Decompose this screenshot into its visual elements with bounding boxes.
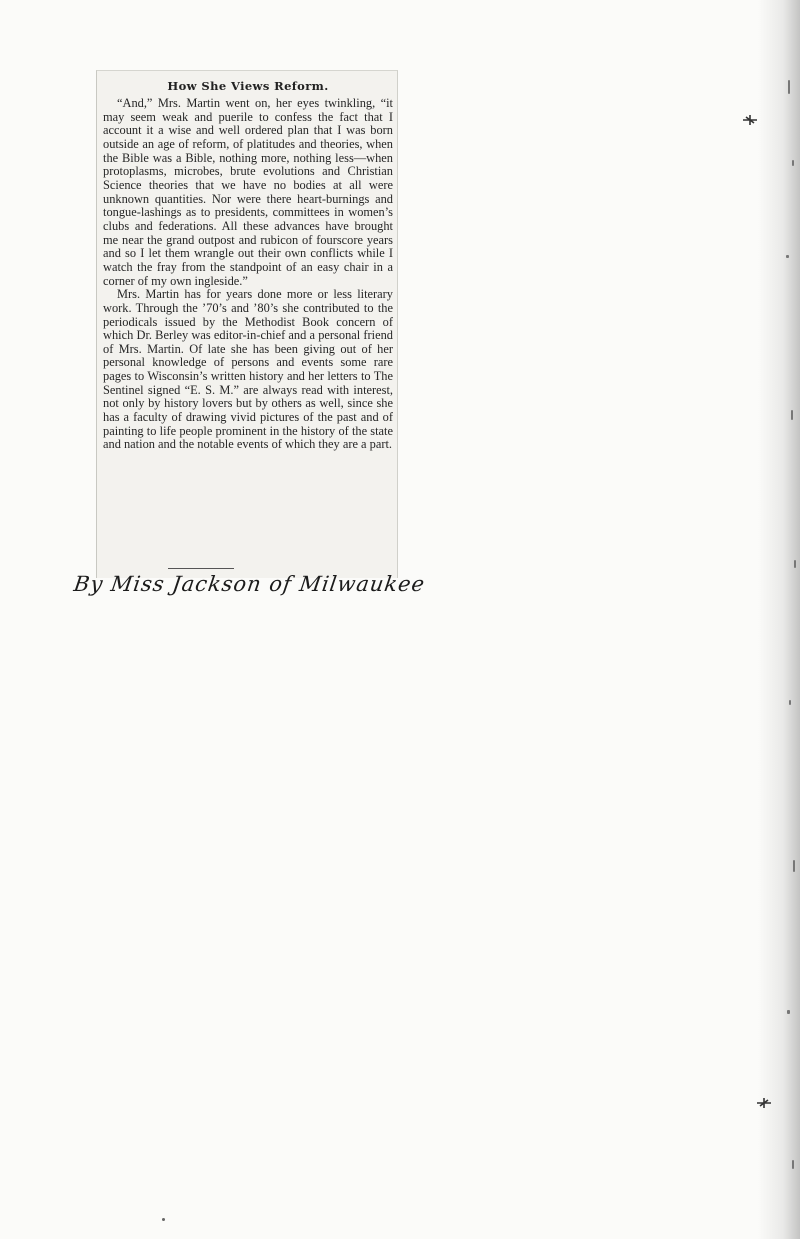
signature-rule xyxy=(168,568,234,569)
clipping-article xyxy=(103,97,393,452)
scan-speck xyxy=(162,1218,165,1221)
article-paragraph: Mrs. Martin has for years done more or less literary work. Through the ’70’s and ’80’s she contributed to the periodicals issued by the Methodist Book concern of which Dr. Berley was editor-in-chief and a personal friend of Mrs. Martin. Of late she has been giving out of her personal knowledge of persons and events some rare pages to Wisconsin’s written history and her letters to The Sentinel signed “E. S. M.” are always read with interest, not only by history lovers but by others as well, since she has a faculty of drawing vivid pictures of the past and of painting to life people prominent in the history of the state and nation and the notable events of which they are a part. xyxy=(103,287,393,452)
newspaper-clipping xyxy=(96,70,398,578)
binding-mark-icon xyxy=(742,114,758,126)
binding-mark-icon xyxy=(756,1097,772,1109)
article-paragraph: “And,” Mrs. Martin went on, her eyes twinkling, “it may seem weak and puerile to confess the fact that I account it a wise and well ordered plan that I was born outside an age of reform, of platitudes and theories, when the Bible was a Bible, nothing more, nothing less—when protoplasms, microbes, brute evolutions and Christian Science theories that we have no bodies at all were unknown quantities. Nor were there heart-burnings and tongue-lashings as to presidents, committees in women’s clubs and federations. All these advances have brought me near the grand outpost and rubicon of fourscore years and so I let them wrangle out their own conflicts while I watch the fray from the standpoint of an easy chair in a corner of my own ingleside.” xyxy=(103,96,393,288)
handwritten-signature: By Miss Jackson of Milwaukee xyxy=(72,572,427,596)
clipping-headline: How She Views Reform. xyxy=(167,79,329,93)
page-edge-shadow xyxy=(758,0,800,1239)
